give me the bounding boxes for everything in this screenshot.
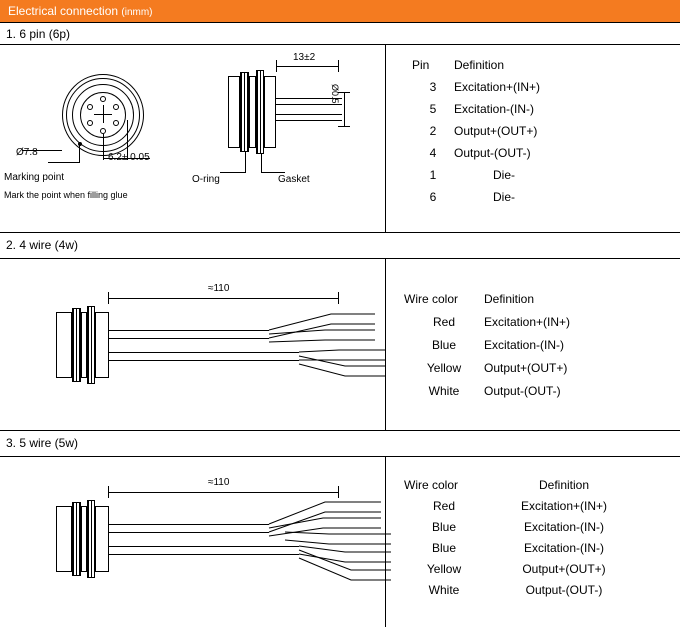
header-title: Electrical connection: [8, 4, 119, 18]
wire-color-value: White: [428, 384, 460, 398]
pin-definition: Die-: [492, 190, 515, 204]
wire-color-value: Blue: [431, 338, 457, 352]
wire-color-value: Red: [432, 315, 455, 329]
table-row: [412, 80, 554, 102]
divider-section2: [0, 258, 680, 259]
pin-value: 1: [429, 168, 437, 182]
definition-col-header: Definition: [484, 292, 535, 306]
wire-definition: Excitation+(IN+): [484, 315, 571, 329]
pin-definition: Output-(OUT-): [454, 146, 531, 160]
pin-definition-table: [412, 58, 554, 212]
definition-col-header: Definition: [454, 58, 505, 72]
table-row: [404, 562, 644, 583]
wire-color-value: Red: [432, 499, 455, 513]
table-row: [404, 315, 570, 338]
pin-value: 4: [429, 146, 437, 160]
pin-definition: Excitation+(IN+): [454, 80, 541, 94]
wire-color-value: Blue: [431, 541, 457, 555]
wire-definition-table-5w: [404, 478, 644, 604]
table-row: [404, 583, 644, 604]
dim-length-label: 13±2: [293, 52, 316, 63]
table-row: [412, 124, 554, 146]
wire-definition: Output+(OUT+): [484, 361, 568, 375]
wire-color-value: Yellow: [426, 361, 462, 375]
wire-definition-table-4w: [404, 292, 570, 407]
section-title-5wire: 3. 5 wire (5w): [6, 436, 79, 450]
header-unit: (inmm): [121, 7, 153, 18]
section1-column-divider: [385, 44, 386, 232]
dim-pitch-label: 6.2± 0.05: [108, 152, 150, 163]
label-oring: O-ring: [192, 174, 220, 185]
pin-col-header: Pin: [412, 58, 430, 72]
section-title-4wire: 2. 4 wire (4w): [6, 238, 79, 252]
table-row: [412, 146, 554, 168]
divider-section1: [0, 44, 680, 45]
pin-definition: Excitation-(IN-): [454, 102, 535, 116]
section-title-6pin: 1. 6 pin (6p): [6, 27, 71, 41]
table-row: [404, 338, 570, 361]
table-row: [404, 361, 570, 384]
note-fill-glue: Mark the point when filling glue: [4, 190, 128, 200]
table-row: [404, 520, 644, 541]
note-marking-point: Marking point: [4, 172, 65, 183]
wire-definition: Output-(OUT-): [525, 583, 603, 597]
pin-value: 2: [429, 124, 437, 138]
wire-definition: Output-(OUT-): [484, 384, 561, 398]
wire-definition: Output+(OUT+): [522, 562, 606, 576]
pin-definition: Die-: [492, 168, 515, 182]
dim-thickness-label: Ø0.5: [330, 84, 340, 104]
divider-section3: [0, 456, 680, 457]
dim-wire-length-5w: ≈110: [208, 477, 230, 488]
definition-col-header: Definition: [538, 478, 590, 492]
wire-definition: Excitation+(IN+): [520, 499, 608, 513]
wire-definition: Excitation-(IN-): [523, 520, 604, 534]
wire-color-col-header: Wire color: [404, 478, 459, 492]
wire-color-col-header: Wire color: [404, 292, 459, 306]
wire-definition: Excitation-(IN-): [523, 541, 604, 555]
divider-section3-top: [0, 430, 680, 431]
wire-color-value: Yellow: [426, 562, 462, 576]
wire-color-value: Blue: [431, 520, 457, 534]
table-row: [404, 384, 570, 407]
table-row: [412, 168, 554, 190]
wire-definition: Excitation-(IN-): [484, 338, 565, 352]
wire-color-value: White: [428, 583, 460, 597]
table-row: [404, 499, 644, 520]
dim-wire-length-4w: ≈110: [208, 283, 230, 294]
page-header: [0, 0, 680, 22]
pin-value: 3: [429, 80, 437, 94]
divider-top: [0, 22, 680, 23]
dim-diameter-label: Ø7.8: [16, 147, 38, 158]
table-row: [412, 102, 554, 124]
table-row: [404, 541, 644, 562]
pin-value: 5: [429, 102, 437, 116]
divider-section2-top: [0, 232, 680, 233]
pin-value: 6: [429, 190, 437, 204]
table-row: [412, 190, 554, 212]
pin-definition: Output+(OUT+): [454, 124, 538, 138]
label-gasket: Gasket: [278, 174, 310, 185]
